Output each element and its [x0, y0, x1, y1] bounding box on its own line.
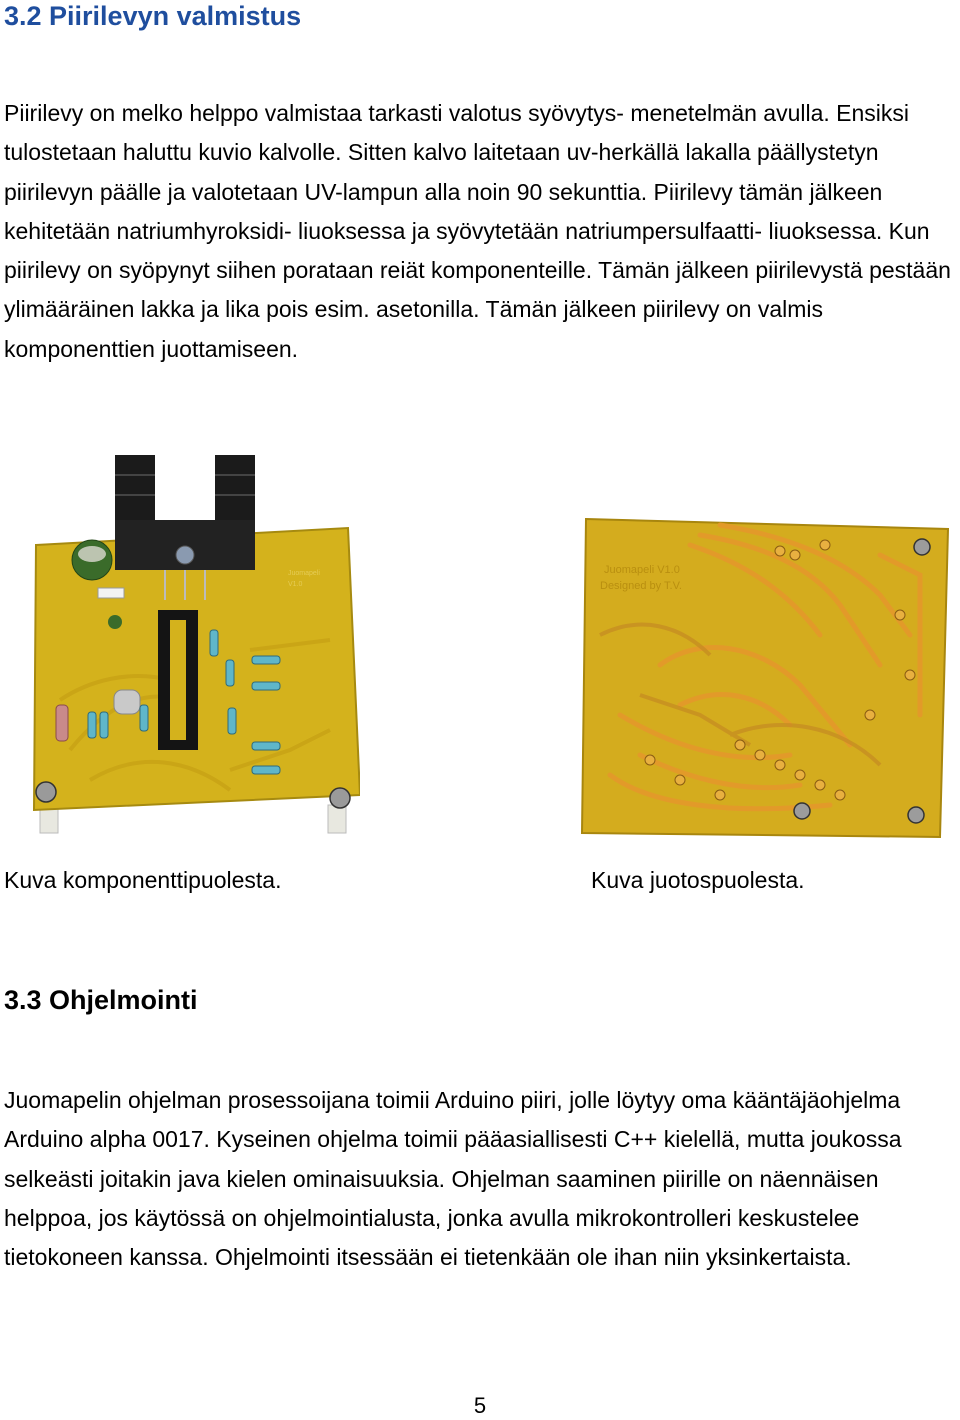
solder-side-photo	[580, 515, 955, 840]
paragraph-ohjelmointi: Juomapelin ohjelman prosessoijana toimii Arduino piiri, jolle löytyy oma kääntäjäohjelma Arduino alpha 0017. Kyseinen ohjelma toimii pääasiallisesti C++ kielellä, mutta joukossa selkeästi joitakin java kielen ominaisuuksia. Ohjelman saaminen piirille on näennäisen helppoa, jos käytössä on ohjelmointialusta, jonka avulla mikrokontrolleri keskustelee tietokoneen kanssa. Ohjelmointi itsessään ei tietenkään ole ihan niin yksinkertaista.	[4, 1087, 902, 1271]
svg-text:Designed by T.V.: Designed by T.V.	[600, 580, 682, 592]
section-heading-ohjelmointi: 3.3 Ohjelmointi	[4, 985, 198, 1015]
page-number: 5	[473, 1393, 487, 1418]
caption-component-side: Kuva komponenttipuolesta.	[4, 867, 282, 893]
paragraph-piirilevyn-valmistus: Piirilevy on melko helppo valmistaa tarkasti valotus syövytys- menetelmän avulla. Ensiksi tulostetaan haluttu kuvio kalvolle. Sitten kalvo laitetaan uv-herkällä lakalla päällystetyn piirilevyn päälle ja valotetaan UV-lampun alla noin 90 sekunttia. Piirilevy tämän jälkeen kehitetään natriumhyroksidi- liuoksessa ja syövytetään natriumpersulfaatti- liuoksessa. Kun piirilevy on syöpynyt siihen porataan reiät komponenteille. Tämän jälkeen piirilevystä pestään ylimääräinen lakka ja lika pois esim. asetonilla. Tämän jälkeen piirilevy on valmis komponenttien juottamiseen.	[4, 100, 951, 362]
section-heading-piirilevyn-valmistus: 3.2 Piirilevyn valmistus	[4, 1, 302, 31]
component-side-photo	[30, 450, 360, 835]
caption-solder-side: Kuva juotospuolesta.	[591, 867, 805, 893]
svg-text:Juomapeli V1.0: Juomapeli V1.0	[604, 564, 680, 576]
svg-text:Juomapeli: Juomapeli	[288, 570, 320, 577]
svg-text:V1.0: V1.0	[288, 581, 303, 588]
